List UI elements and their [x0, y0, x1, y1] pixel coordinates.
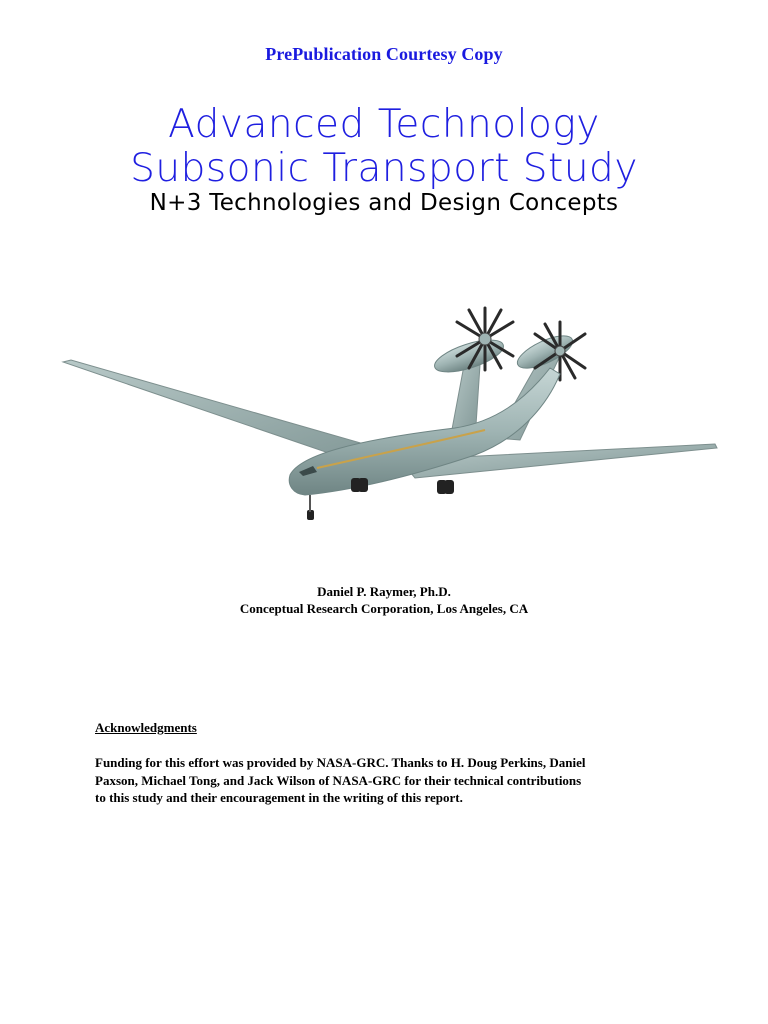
acknowledgments-heading: Acknowledgments [95, 720, 197, 735]
author-name: Daniel P. Raymer, Ph.D. [317, 584, 451, 599]
acknowledgments-line: to this study and their encouragement in the writing of this report. [95, 790, 463, 805]
author-affiliation: Conceptual Research Corporation, Los Angeles, CA [239, 601, 529, 616]
acknowledgments-line: Paxson, Michael Tong, and Jack Wilson of NASA-GRC for their technical contributions [95, 772, 582, 788]
courtesy-banner: PrePublication Courtesy Copy [265, 44, 503, 64]
aircraft-rendering-icon [55, 290, 725, 530]
acknowledgments-body [95, 754, 695, 807]
title-line-2: Subsonic Transport Study [130, 146, 638, 191]
title-line-1: Advanced Technology [168, 102, 600, 147]
author-block [0, 583, 768, 617]
subtitle: N+3 Technologies and Design Concepts [149, 190, 619, 216]
acknowledgments-line: Funding for this effort was provided by NASA-GRC. Thanks to H. Doug Perkins, Daniel [95, 755, 586, 770]
